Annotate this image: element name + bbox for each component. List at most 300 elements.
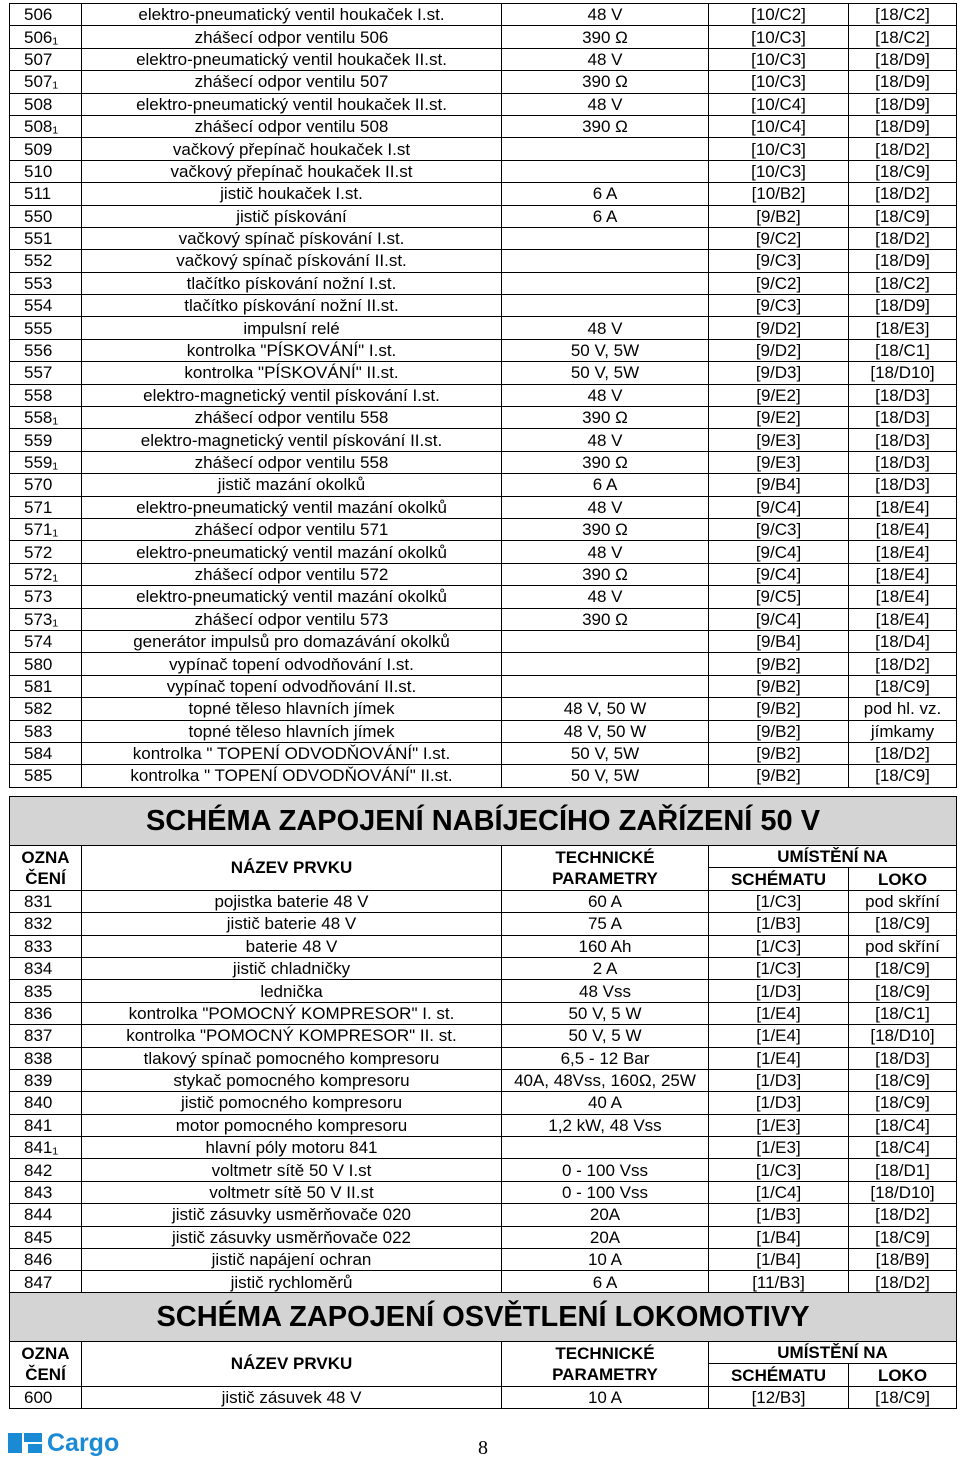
- cell-tech: 6 A: [502, 474, 709, 496]
- cell-id: 511: [10, 183, 82, 205]
- cell-loko: [18/C4]: [849, 1137, 957, 1159]
- cell-tech: 50 V, 5 W: [502, 1002, 709, 1024]
- cell-name: vačkový přepínač houkaček I.st: [82, 138, 502, 160]
- cell-id: 509: [10, 138, 82, 160]
- cell-tech: 48 V: [502, 429, 709, 451]
- cell-id: 832: [10, 913, 82, 935]
- cell-id: 845: [10, 1226, 82, 1248]
- cell-scheme: [9/B4]: [709, 474, 849, 496]
- cell-scheme: [1/B3]: [709, 913, 849, 935]
- table-row: [10, 339, 957, 361]
- cell-loko: [18/C2]: [849, 26, 957, 48]
- cell-scheme: [10/C3]: [709, 71, 849, 93]
- cell-tech: 50 V, 5W: [502, 339, 709, 361]
- cell-tech: 390 Ω: [502, 518, 709, 540]
- table-row: [10, 205, 957, 227]
- cell-tech: 48 V: [502, 48, 709, 70]
- cell-id: 583: [10, 720, 82, 742]
- cell-scheme: [10/C2]: [709, 4, 849, 26]
- cell-loko: [18/D3]: [849, 1047, 957, 1069]
- cell-tech: 40A, 48Vss, 160Ω, 25W: [502, 1069, 709, 1091]
- lighting-section-table: [9, 1292, 957, 1409]
- cell-loko: [18/D10]: [849, 1025, 957, 1047]
- table-row: [10, 586, 957, 608]
- table-row: [10, 1137, 957, 1159]
- table-row: [10, 115, 957, 137]
- cell-loko: jímkamy: [849, 720, 957, 742]
- cell-tech: 48 V: [502, 586, 709, 608]
- cell-scheme: [1/B3]: [709, 1204, 849, 1226]
- table-row: [10, 1114, 957, 1136]
- cell-name: jistič baterie 48 V: [82, 913, 502, 935]
- header-row: [10, 1342, 957, 1364]
- cell-name: elektro-pneumatický ventil mazání okolků: [82, 496, 502, 518]
- table-row: [10, 295, 957, 317]
- cell-scheme: [10/C3]: [709, 138, 849, 160]
- cell-loko: pod skříní: [849, 890, 957, 912]
- table-row: [10, 317, 957, 339]
- table-row: [10, 1204, 957, 1226]
- section-title-row: [10, 797, 957, 846]
- cell-name: generátor impulsů pro domazávání okolků: [82, 630, 502, 652]
- cell-name: zhášecí odpor ventilu 508: [82, 115, 502, 137]
- cell-name: baterie 48 V: [82, 935, 502, 957]
- cell-scheme: [1/C3]: [709, 1159, 849, 1181]
- cell-id: 554: [10, 295, 82, 317]
- cell-loko: [18/D3]: [849, 474, 957, 496]
- cell-name: elektro-pneumatický ventil mazání okolků: [82, 586, 502, 608]
- cell-name: zhášecí odpor ventilu 572: [82, 563, 502, 585]
- cell-scheme: [9/D2]: [709, 317, 849, 339]
- cell-tech: 0 - 100 Vss: [502, 1159, 709, 1181]
- cell-name: elektro-pneumatický ventil houkaček I.st.: [82, 4, 502, 26]
- cell-name: kontrolka "POMOCNÝ KOMPRESOR" I. st.: [82, 1002, 502, 1024]
- cell-id: 833: [10, 935, 82, 957]
- cell-scheme: [9/B2]: [709, 653, 849, 675]
- cell-tech: 50 V, 5W: [502, 362, 709, 384]
- cell-name: jistič mazání okolků: [82, 474, 502, 496]
- cell-name: voltmetr sítě 50 V II.st: [82, 1181, 502, 1203]
- cell-id: 843: [10, 1181, 82, 1203]
- cell-tech: 390 Ω: [502, 608, 709, 630]
- cell-id: 550: [10, 205, 82, 227]
- cell-id: 510: [10, 160, 82, 182]
- cell-scheme: [9/E3]: [709, 429, 849, 451]
- table-row: [10, 1047, 957, 1069]
- cell-loko: [18/C9]: [849, 1226, 957, 1248]
- cell-tech: 20A: [502, 1204, 709, 1226]
- cell-loko: [18/D3]: [849, 429, 957, 451]
- cell-id: 506: [10, 4, 82, 26]
- cell-scheme: [9/B2]: [709, 698, 849, 720]
- cell-id: 834: [10, 957, 82, 979]
- cell-tech: 60 A: [502, 890, 709, 912]
- cell-id: 571₁: [10, 518, 82, 540]
- cell-scheme: [9/C2]: [709, 227, 849, 249]
- cell-tech: 48 V: [502, 4, 709, 26]
- cell-id: 551: [10, 227, 82, 249]
- components-table-top: [9, 3, 957, 788]
- cell-name: zhášecí odpor ventilu 507: [82, 71, 502, 93]
- cell-tech: [502, 653, 709, 675]
- header-scheme: SCHÉMATU: [709, 868, 849, 890]
- cell-id: 558: [10, 384, 82, 406]
- cell-tech: 160 Ah: [502, 935, 709, 957]
- table-row: [10, 496, 957, 518]
- cell-tech: 0 - 100 Vss: [502, 1181, 709, 1203]
- cell-loko: [18/D9]: [849, 48, 957, 70]
- cell-loko: [18/D4]: [849, 630, 957, 652]
- cell-tech: 390 Ω: [502, 26, 709, 48]
- cell-loko: [18/E4]: [849, 608, 957, 630]
- cell-loko: [18/D3]: [849, 407, 957, 429]
- cell-name: jistič pískování: [82, 205, 502, 227]
- cell-id: 600: [10, 1386, 82, 1408]
- cell-tech: 390 Ω: [502, 563, 709, 585]
- table-row: [10, 1226, 957, 1248]
- cell-loko: [18/C9]: [849, 957, 957, 979]
- cell-scheme: [1/D3]: [709, 1069, 849, 1091]
- cell-id: 506₁: [10, 26, 82, 48]
- header-id: OZNA ČENÍ: [10, 846, 82, 891]
- cell-scheme: [9/B2]: [709, 205, 849, 227]
- cell-loko: [18/C9]: [849, 980, 957, 1002]
- cell-id: 558₁: [10, 407, 82, 429]
- cell-name: pojistka baterie 48 V: [82, 890, 502, 912]
- cell-tech: 50 V, 5 W: [502, 1025, 709, 1047]
- cell-id: 847: [10, 1271, 82, 1293]
- cell-name: vypínač topení odvodňování II.st.: [82, 675, 502, 697]
- cell-id: 573₁: [10, 608, 82, 630]
- cell-scheme: [9/C3]: [709, 250, 849, 272]
- header-location: UMÍSTĚNÍ NA: [709, 1342, 957, 1364]
- cell-scheme: [1/C3]: [709, 890, 849, 912]
- cell-id: 582: [10, 698, 82, 720]
- cell-loko: [18/D2]: [849, 227, 957, 249]
- section-title-row: [10, 1293, 957, 1342]
- header-loko: LOKO: [849, 868, 957, 890]
- cell-id: 584: [10, 742, 82, 764]
- cell-id: 508₁: [10, 115, 82, 137]
- table-row: [10, 250, 957, 272]
- cell-name: jistič rychloměrů: [82, 1271, 502, 1293]
- cell-tech: 48 V: [502, 93, 709, 115]
- table-row: [10, 742, 957, 764]
- table-row: [10, 765, 957, 787]
- cell-id: 572₁: [10, 563, 82, 585]
- cell-tech: [502, 272, 709, 294]
- cell-loko: [18/D9]: [849, 71, 957, 93]
- cell-name: zhášecí odpor ventilu 558: [82, 451, 502, 473]
- cell-id: 507₁: [10, 71, 82, 93]
- cell-loko: [18/C1]: [849, 339, 957, 361]
- cell-tech: 6,5 - 12 Bar: [502, 1047, 709, 1069]
- cell-scheme: [10/C3]: [709, 26, 849, 48]
- cell-name: vačkový spínač pískování II.st.: [82, 250, 502, 272]
- cd-logo-icon: [8, 1429, 42, 1457]
- cell-scheme: [10/C4]: [709, 115, 849, 137]
- cell-name: voltmetr sítě 50 V I.st: [82, 1159, 502, 1181]
- table-row: [10, 563, 957, 585]
- cell-id: 836: [10, 1002, 82, 1024]
- cell-loko: [18/C9]: [849, 205, 957, 227]
- section-title: SCHÉMA ZAPOJENÍ NABÍJECÍHO ZAŘÍZENÍ 50 V: [10, 797, 957, 846]
- cell-name: impulsní relé: [82, 317, 502, 339]
- cell-id: 581: [10, 675, 82, 697]
- cell-name: topné těleso hlavních jímek: [82, 698, 502, 720]
- cell-tech: 6 A: [502, 1271, 709, 1293]
- table-row: [10, 890, 957, 912]
- cell-tech: 48 V, 50 W: [502, 720, 709, 742]
- cell-scheme: [9/B2]: [709, 742, 849, 764]
- cell-name: vačkový přepínač houkaček II.st: [82, 160, 502, 182]
- cell-tech: [502, 295, 709, 317]
- cell-loko: [18/E4]: [849, 541, 957, 563]
- cell-id: 559: [10, 429, 82, 451]
- table-row: [10, 474, 957, 496]
- cell-scheme: [9/C3]: [709, 518, 849, 540]
- cell-loko: [18/D9]: [849, 93, 957, 115]
- table-row: [10, 407, 957, 429]
- cell-id: 552: [10, 250, 82, 272]
- table-row: [10, 384, 957, 406]
- cell-scheme: [9/C5]: [709, 586, 849, 608]
- cell-id: 840: [10, 1092, 82, 1114]
- cell-name: jistič napájení ochran: [82, 1249, 502, 1271]
- charging-table-body: [10, 890, 957, 1293]
- cell-scheme: [1/B4]: [709, 1249, 849, 1271]
- cell-name: zhášecí odpor ventilu 571: [82, 518, 502, 540]
- cell-scheme: [9/C3]: [709, 295, 849, 317]
- table-row: [10, 1159, 957, 1181]
- cell-id: 837: [10, 1025, 82, 1047]
- cell-scheme: [1/E3]: [709, 1137, 849, 1159]
- cell-id: 585: [10, 765, 82, 787]
- table-row: [10, 698, 957, 720]
- table-row: [10, 227, 957, 249]
- cell-tech: 48 V: [502, 541, 709, 563]
- header-id: OZNA ČENÍ: [10, 1342, 82, 1387]
- table-row: [10, 1249, 957, 1271]
- cell-tech: 1,2 kW, 48 Vss: [502, 1114, 709, 1136]
- cell-scheme: [1/C3]: [709, 935, 849, 957]
- cell-id: 507: [10, 48, 82, 70]
- page-number: 8: [478, 1437, 488, 1459]
- cell-loko: [18/D3]: [849, 451, 957, 473]
- cell-loko: [18/C9]: [849, 160, 957, 182]
- cell-name: jistič houkaček I.st.: [82, 183, 502, 205]
- cell-name: zhášecí odpor ventilu 506: [82, 26, 502, 48]
- table-row: [10, 630, 957, 652]
- table-row: [10, 48, 957, 70]
- cell-scheme: [1/E4]: [709, 1025, 849, 1047]
- cell-scheme: [1/E4]: [709, 1047, 849, 1069]
- table-row: [10, 362, 957, 384]
- cell-scheme: [9/B2]: [709, 720, 849, 742]
- cell-name: kontrolka "PÍSKOVÁNÍ" II.st.: [82, 362, 502, 384]
- cell-id: 841: [10, 1114, 82, 1136]
- cell-scheme: [1/B4]: [709, 1226, 849, 1248]
- table-row: [10, 4, 957, 26]
- cell-scheme: [9/B2]: [709, 675, 849, 697]
- cell-tech: 390 Ω: [502, 115, 709, 137]
- table-row: [10, 451, 957, 473]
- cell-tech: 390 Ω: [502, 71, 709, 93]
- cell-name: kontrolka "POMOCNÝ KOMPRESOR" II. st.: [82, 1025, 502, 1047]
- cell-loko: [18/C9]: [849, 675, 957, 697]
- cell-loko: [18/E4]: [849, 496, 957, 518]
- cell-id: 572: [10, 541, 82, 563]
- cell-name: kontrolka " TOPENÍ ODVODŇOVÁNÍ" II.st.: [82, 765, 502, 787]
- table-row: [10, 26, 957, 48]
- table-row: [10, 957, 957, 979]
- cell-name: jistič zásuvky usměrňovače 020: [82, 1204, 502, 1226]
- cell-id: 559₁: [10, 451, 82, 473]
- table-row: [10, 608, 957, 630]
- cell-loko: [18/E4]: [849, 586, 957, 608]
- table-row: [10, 935, 957, 957]
- cell-loko: [18/D9]: [849, 115, 957, 137]
- cell-name: tlačítko pískování nožní II.st.: [82, 295, 502, 317]
- header-location: UMÍSTĚNÍ NA: [709, 846, 957, 868]
- cell-name: elektro-magnetický ventil pískování II.st.: [82, 429, 502, 451]
- cell-id: 831: [10, 890, 82, 912]
- header-name: NÁZEV PRVKU: [82, 1342, 502, 1387]
- table-row: [10, 675, 957, 697]
- cell-id: 556: [10, 339, 82, 361]
- header-name: NÁZEV PRVKU: [82, 846, 502, 891]
- table-row: [10, 160, 957, 182]
- cell-scheme: [9/C4]: [709, 563, 849, 585]
- cell-scheme: [12/B3]: [709, 1386, 849, 1408]
- cell-tech: 75 A: [502, 913, 709, 935]
- table-row: [10, 272, 957, 294]
- cell-scheme: [1/E3]: [709, 1114, 849, 1136]
- cell-loko: [18/D10]: [849, 1181, 957, 1203]
- cell-name: elektro-pneumatický ventil houkaček II.st.: [82, 93, 502, 115]
- table-row: [10, 1092, 957, 1114]
- logo-text: Cargo: [47, 1428, 120, 1457]
- cell-loko: [18/C9]: [849, 1386, 957, 1408]
- cell-loko: [18/C1]: [849, 1002, 957, 1024]
- cell-loko: [18/D2]: [849, 1271, 957, 1293]
- cell-id: 553: [10, 272, 82, 294]
- cell-loko: [18/B9]: [849, 1249, 957, 1271]
- header-tech: TECHNICKÉ PARAMETRY: [502, 846, 709, 891]
- cell-name: jistič pomocného kompresoru: [82, 1092, 502, 1114]
- cell-tech: 6 A: [502, 205, 709, 227]
- cell-scheme: [9/E3]: [709, 451, 849, 473]
- cell-id: 839: [10, 1069, 82, 1091]
- table-row: [10, 1025, 957, 1047]
- cell-tech: 50 V, 5W: [502, 742, 709, 764]
- cell-tech: [502, 138, 709, 160]
- cell-scheme: [9/D2]: [709, 339, 849, 361]
- cell-name: zhášecí odpor ventilu 558: [82, 407, 502, 429]
- cell-name: jistič zásuvek 48 V: [82, 1386, 502, 1408]
- cell-id: 838: [10, 1047, 82, 1069]
- cell-loko: [18/D10]: [849, 362, 957, 384]
- cell-tech: [502, 227, 709, 249]
- table-row: [10, 429, 957, 451]
- cell-name: jistič zásuvky usměrňovače 022: [82, 1226, 502, 1248]
- table-row: [10, 93, 957, 115]
- cell-loko: [18/C9]: [849, 1092, 957, 1114]
- cell-id: 846: [10, 1249, 82, 1271]
- cell-scheme: [9/C2]: [709, 272, 849, 294]
- cell-name: tlačítko pískování nožní I.st.: [82, 272, 502, 294]
- cell-id: 835: [10, 980, 82, 1002]
- table-row: [10, 720, 957, 742]
- cell-id: 570: [10, 474, 82, 496]
- table-row: [10, 1386, 957, 1408]
- cell-scheme: [9/E2]: [709, 384, 849, 406]
- cell-scheme: [1/D3]: [709, 980, 849, 1002]
- cell-tech: 48 V: [502, 317, 709, 339]
- cell-loko: [18/C9]: [849, 765, 957, 787]
- cell-loko: [18/D9]: [849, 295, 957, 317]
- cell-name: vačkový spínač pískování I.st.: [82, 227, 502, 249]
- cell-scheme: [1/C4]: [709, 1181, 849, 1203]
- table-row: [10, 1069, 957, 1091]
- cell-name: tlakový spínač pomocného kompresoru: [82, 1047, 502, 1069]
- cell-id: 580: [10, 653, 82, 675]
- table-row: [10, 1181, 957, 1203]
- cell-tech: [502, 630, 709, 652]
- cell-scheme: [9/C4]: [709, 496, 849, 518]
- table-row: [10, 1002, 957, 1024]
- table-row: [10, 980, 957, 1002]
- table-row: [10, 913, 957, 935]
- cell-tech: 10 A: [502, 1386, 709, 1408]
- cell-tech: 48 Vss: [502, 980, 709, 1002]
- cell-scheme: [9/C4]: [709, 608, 849, 630]
- lighting-table-body: [10, 1386, 957, 1408]
- cell-id: 573: [10, 586, 82, 608]
- cell-tech: 390 Ω: [502, 407, 709, 429]
- cell-loko: [18/D2]: [849, 742, 957, 764]
- cell-loko: [18/C4]: [849, 1114, 957, 1136]
- cell-loko: [18/D2]: [849, 138, 957, 160]
- cell-scheme: [9/B4]: [709, 630, 849, 652]
- cell-scheme: [9/D3]: [709, 362, 849, 384]
- cd-cargo-logo: [8, 1427, 119, 1459]
- cell-loko: [18/C2]: [849, 4, 957, 26]
- cell-scheme: [1/D3]: [709, 1092, 849, 1114]
- cell-name: kontrolka "PÍSKOVÁNÍ" I.st.: [82, 339, 502, 361]
- cell-id: 555: [10, 317, 82, 339]
- table-row: [10, 183, 957, 205]
- cell-tech: [502, 160, 709, 182]
- cell-loko: [18/D2]: [849, 653, 957, 675]
- header-row: [10, 846, 957, 868]
- cell-tech: 10 A: [502, 1249, 709, 1271]
- cell-loko: [18/E3]: [849, 317, 957, 339]
- charging-section-table: [9, 796, 957, 1294]
- table-row: [10, 518, 957, 540]
- cell-name: elektro-pneumatický ventil houkaček II.st.: [82, 48, 502, 70]
- cell-loko: [18/D2]: [849, 183, 957, 205]
- cell-tech: 6 A: [502, 183, 709, 205]
- cell-loko: [18/C2]: [849, 272, 957, 294]
- cell-loko: [18/D9]: [849, 250, 957, 272]
- cell-name: stykač pomocného kompresoru: [82, 1069, 502, 1091]
- header-scheme: SCHÉMATU: [709, 1364, 849, 1386]
- cell-name: elektro-magnetický ventil pískování I.st.: [82, 384, 502, 406]
- cell-loko: [18/C9]: [849, 913, 957, 935]
- cell-id: 571: [10, 496, 82, 518]
- cell-loko: [18/C9]: [849, 1069, 957, 1091]
